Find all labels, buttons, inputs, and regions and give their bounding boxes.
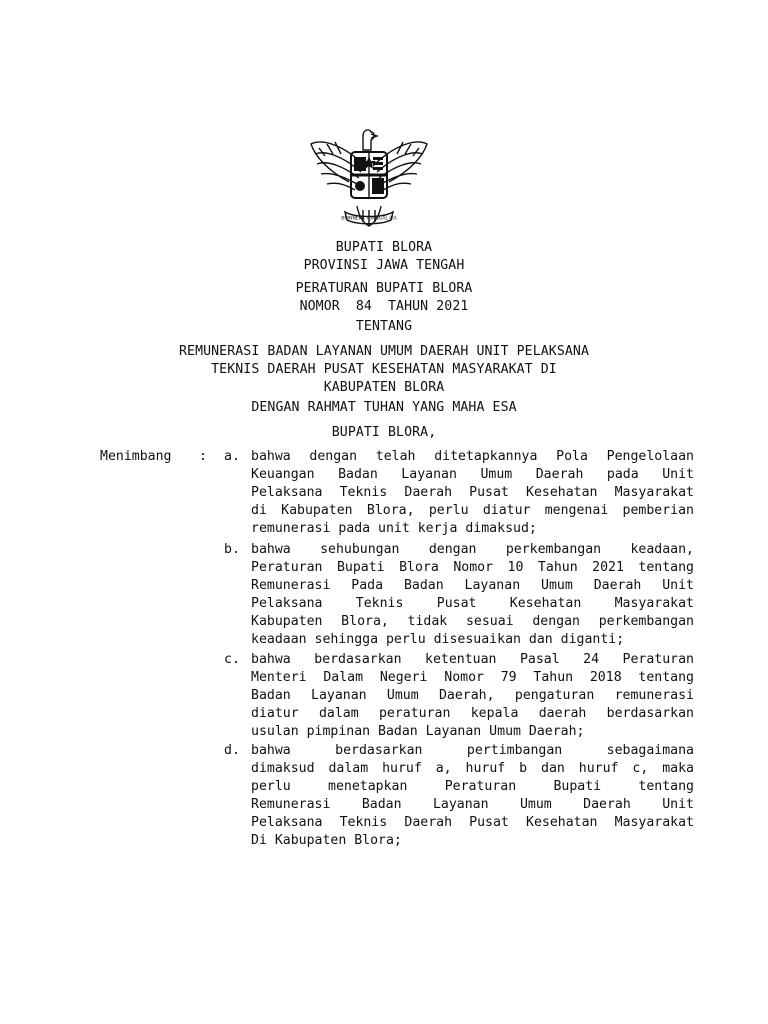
item-line: Pelaksana Teknis Pusat Kesehatan Masyarakat bbox=[251, 596, 694, 611]
tentang-label bbox=[0, 318, 768, 336]
item-line: perlu menetapkan Peraturan Bupati tentang bbox=[251, 779, 694, 794]
item-line: Keuangan Badan Layanan Umum Daerah pada Unit bbox=[251, 467, 694, 482]
item-text bbox=[251, 651, 694, 741]
item-line: Pelaksana Teknis Daerah Pusat Kesehatan Masyarakat bbox=[251, 485, 694, 500]
item-line: bahwa sehubungan dengan perkembangan keadaan, bbox=[251, 542, 694, 557]
item-line: Pelaksana Teknis Daerah Pusat Kesehatan Masyarakat bbox=[251, 815, 694, 830]
item-line: keadaan sehingga perlu disesuaikan dan diganti; bbox=[251, 632, 625, 647]
item-text bbox=[251, 541, 694, 649]
item-letter: a. bbox=[224, 449, 240, 464]
item-line: Badan Layanan Umum Daerah, pengaturan remunerasi bbox=[251, 688, 694, 703]
item-letter: b. bbox=[224, 542, 240, 557]
item-line: usulan pimpinan Badan Layanan Umum Daerah; bbox=[251, 724, 585, 739]
blessing-text: DENGAN RAHMAT TUHAN YANG MAHA ESA bbox=[251, 400, 517, 415]
item-line: dimaksud dalam huruf a, huruf b dan huruf c, maka bbox=[251, 761, 694, 776]
regulation-heading bbox=[0, 280, 768, 316]
blessing-line bbox=[0, 399, 768, 417]
issuer-title: BUPATI BLORA bbox=[335, 240, 433, 255]
regulation-number: NOMOR 84 TAHUN 2021 bbox=[299, 299, 469, 314]
subject-line-2: TEKNIS DAERAH PUSAT KESEHATAN MASYARAKAT DI bbox=[211, 362, 557, 377]
issuer-heading bbox=[0, 239, 768, 275]
item-line: Remunerasi Badan Layanan Umum Daerah Unit bbox=[251, 797, 694, 812]
menimbang-label: Menimbang bbox=[100, 449, 172, 464]
item-line: bahwa berdasarkan ketentuan Pasal 24 Peraturan bbox=[251, 652, 694, 667]
item-line: Remunerasi Pada Badan Layanan Umum Daerah Unit bbox=[251, 578, 694, 593]
item-line: Peraturan Bupati Blora Nomor 10 Tahun 2021 tentang bbox=[251, 560, 694, 575]
item-letter: c. bbox=[224, 652, 240, 667]
addressee-text: BUPATI BLORA, bbox=[331, 425, 437, 440]
item-line: Di Kabupaten Blora; bbox=[251, 833, 402, 848]
menimbang-colon: : bbox=[199, 449, 207, 464]
garuda-emblem bbox=[305, 126, 433, 232]
item-line: bahwa dengan telah ditetapkannya Pola Pengelolaan bbox=[251, 449, 694, 464]
item-line: Kabupaten Blora, tidak sesuai dengan perkembangan bbox=[251, 614, 694, 629]
subject-line-3: KABUPATEN BLORA bbox=[323, 380, 445, 395]
item-line: diatur dalam peraturan kepala daerah berdasarkan bbox=[251, 706, 694, 721]
item-line: remunerasi pada unit kerja dimaksud; bbox=[251, 521, 537, 536]
item-line: di Kabupaten Blora, perlu diatur mengenai pemberian bbox=[251, 503, 694, 518]
addressee-line bbox=[0, 424, 768, 442]
item-letter: d. bbox=[224, 743, 240, 758]
regulation-subject bbox=[0, 343, 768, 397]
item-text bbox=[251, 448, 694, 538]
emblem-motto: BHINNEKA TUNGGAL IKA bbox=[341, 216, 397, 222]
item-line: Menteri Dalam Negeri Nomor 79 Tahun 2018 tentang bbox=[251, 670, 694, 685]
item-text bbox=[251, 742, 694, 850]
issuer-province: PROVINSI JAWA TENGAH bbox=[303, 258, 465, 273]
subject-line-1: REMUNERASI BADAN LAYANAN UMUM DAERAH UNIT PELAKSANA bbox=[178, 344, 590, 359]
regulation-type: PERATURAN BUPATI BLORA bbox=[295, 281, 473, 296]
item-line: bahwa berdasarkan pertimbangan sebagaimana bbox=[251, 743, 694, 758]
tentang-text: TENTANG bbox=[355, 319, 413, 334]
